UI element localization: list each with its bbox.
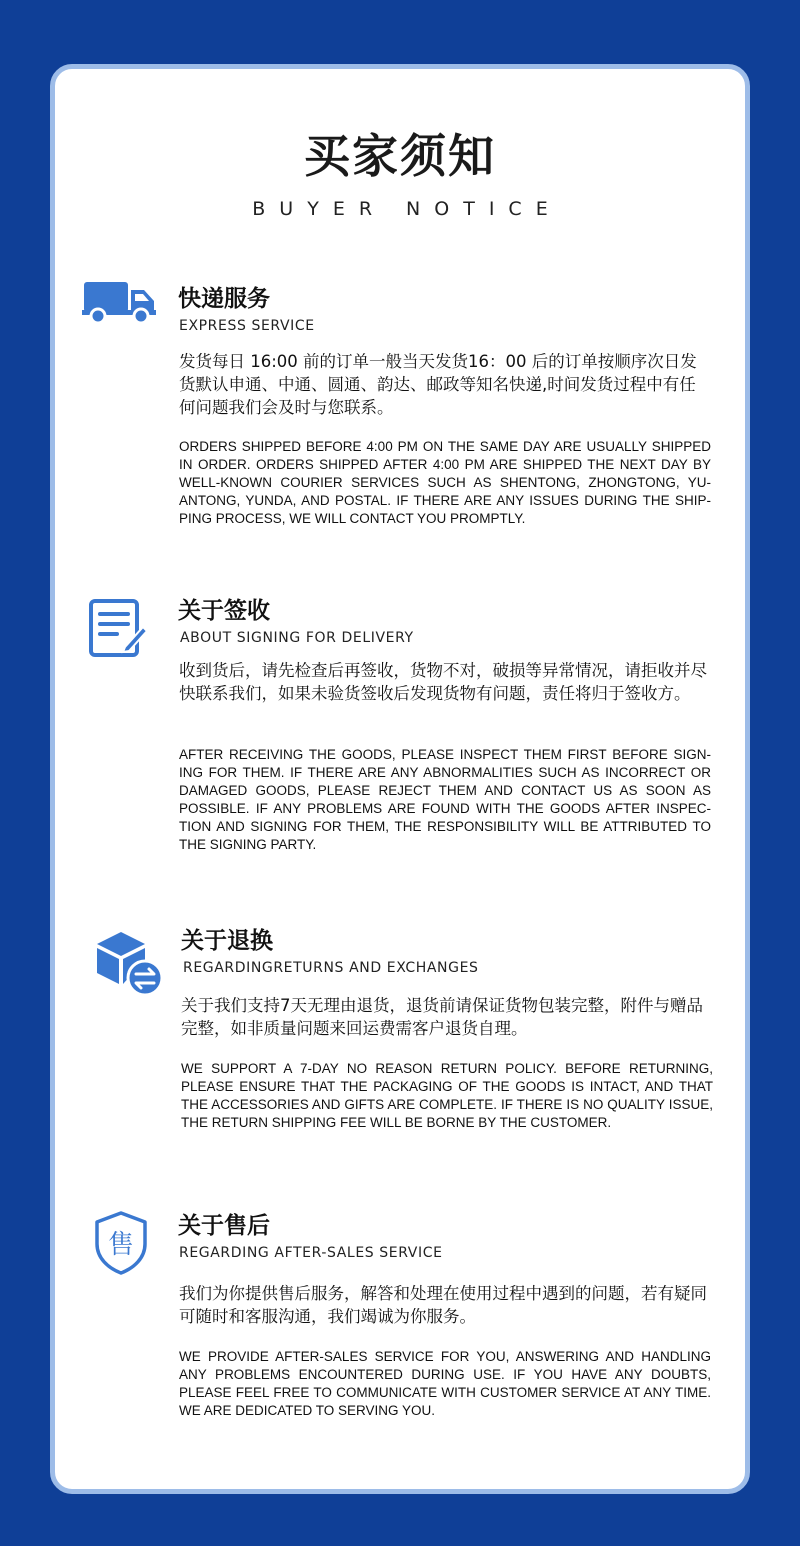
section-title: 关于退换 <box>181 928 273 954</box>
section-body-en: WE PROVIDE AFTER-SALES SERVICE FOR YOU, ANSWERING AND HANDLING ANY PROBLEMS ENCOUNTERED DURING USE. IF YOU HAVE ANY DOUBTS, PLEASE FEEL FREE TO COMMUNICATE WITH CUSTOMER SERVICE AT ANY TIME. WE ARE DEDICATED TO SERVING YOU. <box>179 1349 711 1418</box>
section-body-cn: 我们为你提供售后服务，解答和处理在使用过程中遇到的问题，若有疑同可随时和客服沟通，我们竭诚为你服务。 <box>179 1284 707 1326</box>
section-body-en: WE SUPPORT A 7-DAY NO REASON RETURN POLICY. BEFORE RETURNING, PLEASE ENSURE THAT THE PACKAGING OF THE GOODS IS INTACT, AND THAT THE ACCESSORIES AND GIFTS ARE COMPLETE. IF THERE IS NO QUALITY ISSUE, THE RETURN SHIPPING FEE WILL BE BORNE BY THE CUSTOMER. <box>181 1061 713 1130</box>
truck-icon <box>82 280 158 324</box>
section-subtitle: REGARDINGRETURNS AND EXCHANGES <box>183 960 479 976</box>
document-sign-icon <box>87 597 149 659</box>
section-subtitle: EXPRESS SERVICE <box>179 318 315 334</box>
section-title: 关于签收 <box>178 598 270 624</box>
section-body-cn: 关于我们支持7天无理由退货，退货前请保证货物包装完整，附件与赠品完整，如非质量问题来回运费需客户退货自理。 <box>181 996 703 1038</box>
section-title: 快递服务 <box>178 286 270 312</box>
page-title: 买家须知 <box>304 129 496 183</box>
section-body-en: ORDERS SHIPPED BEFORE 4:00 PM ON THE SAME DAY ARE USUALLY SHIPPED IN ORDER. ORDERS SHIPPED AFTER 4:00 PM ARE SHIPPED THE NEXT DAY BY WELL-KNOWN COURIER SERVICES SUCH AS SHENTONG, ZHONGTONG, YU-ANTONG, YUNDA, AND POSTAL. IF THERE ARE ANY ISSUES DURING THE SHIP-PING PROCESS, WE WILL CONTACT YOU PROMPTLY. <box>179 439 711 526</box>
box-exchange-icon <box>93 928 165 998</box>
after-sales-glyph: 售 <box>107 1230 134 1260</box>
section-title: 关于售后 <box>178 1213 270 1239</box>
section-body-cn: 发货每日 16:00 前的订单一般当天发货16：00 后的订单按顺序次日发货默认申通、中通、圆通、韵达、邮政等知名快递,时间发货过程中有任何问题我们会及时与您联系。 <box>179 352 697 417</box>
section-subtitle: REGARDING AFTER-SALES SERVICE <box>179 1245 443 1261</box>
page-subtitle: BUYER NOTICE <box>252 198 562 220</box>
section-body-en: AFTER RECEIVING THE GOODS, PLEASE INSPECT THEM FIRST BEFORE SIGN-ING FOR THEM. IF THERE ARE ANY ABNORMALITIES SUCH AS INCORRECT OR DAMAGED GOODS, PLEASE REJECT THEM AND CONTACT US AS SOON AS POSSIBLE. IF ANY PROBLEMS ARE FOUND WITH THE GOODS AFTER INSPEC-TION AND SIGNING FOR THEM, THE RESPONSIBILITY WILL BE ATTRIBUTED TO THE SIGNING PARTY. <box>179 747 711 852</box>
after-sales-shield-icon <box>93 1210 149 1276</box>
section-subtitle: ABOUT SIGNING FOR DELIVERY <box>180 630 414 646</box>
section-body-cn: 收到货后，请先检查后再签收，货物不对，破损等异常情况，请拒收并尽快联系我们，如果未验货签收后发现货物有问题，责任将归于签收方。 <box>179 661 707 703</box>
